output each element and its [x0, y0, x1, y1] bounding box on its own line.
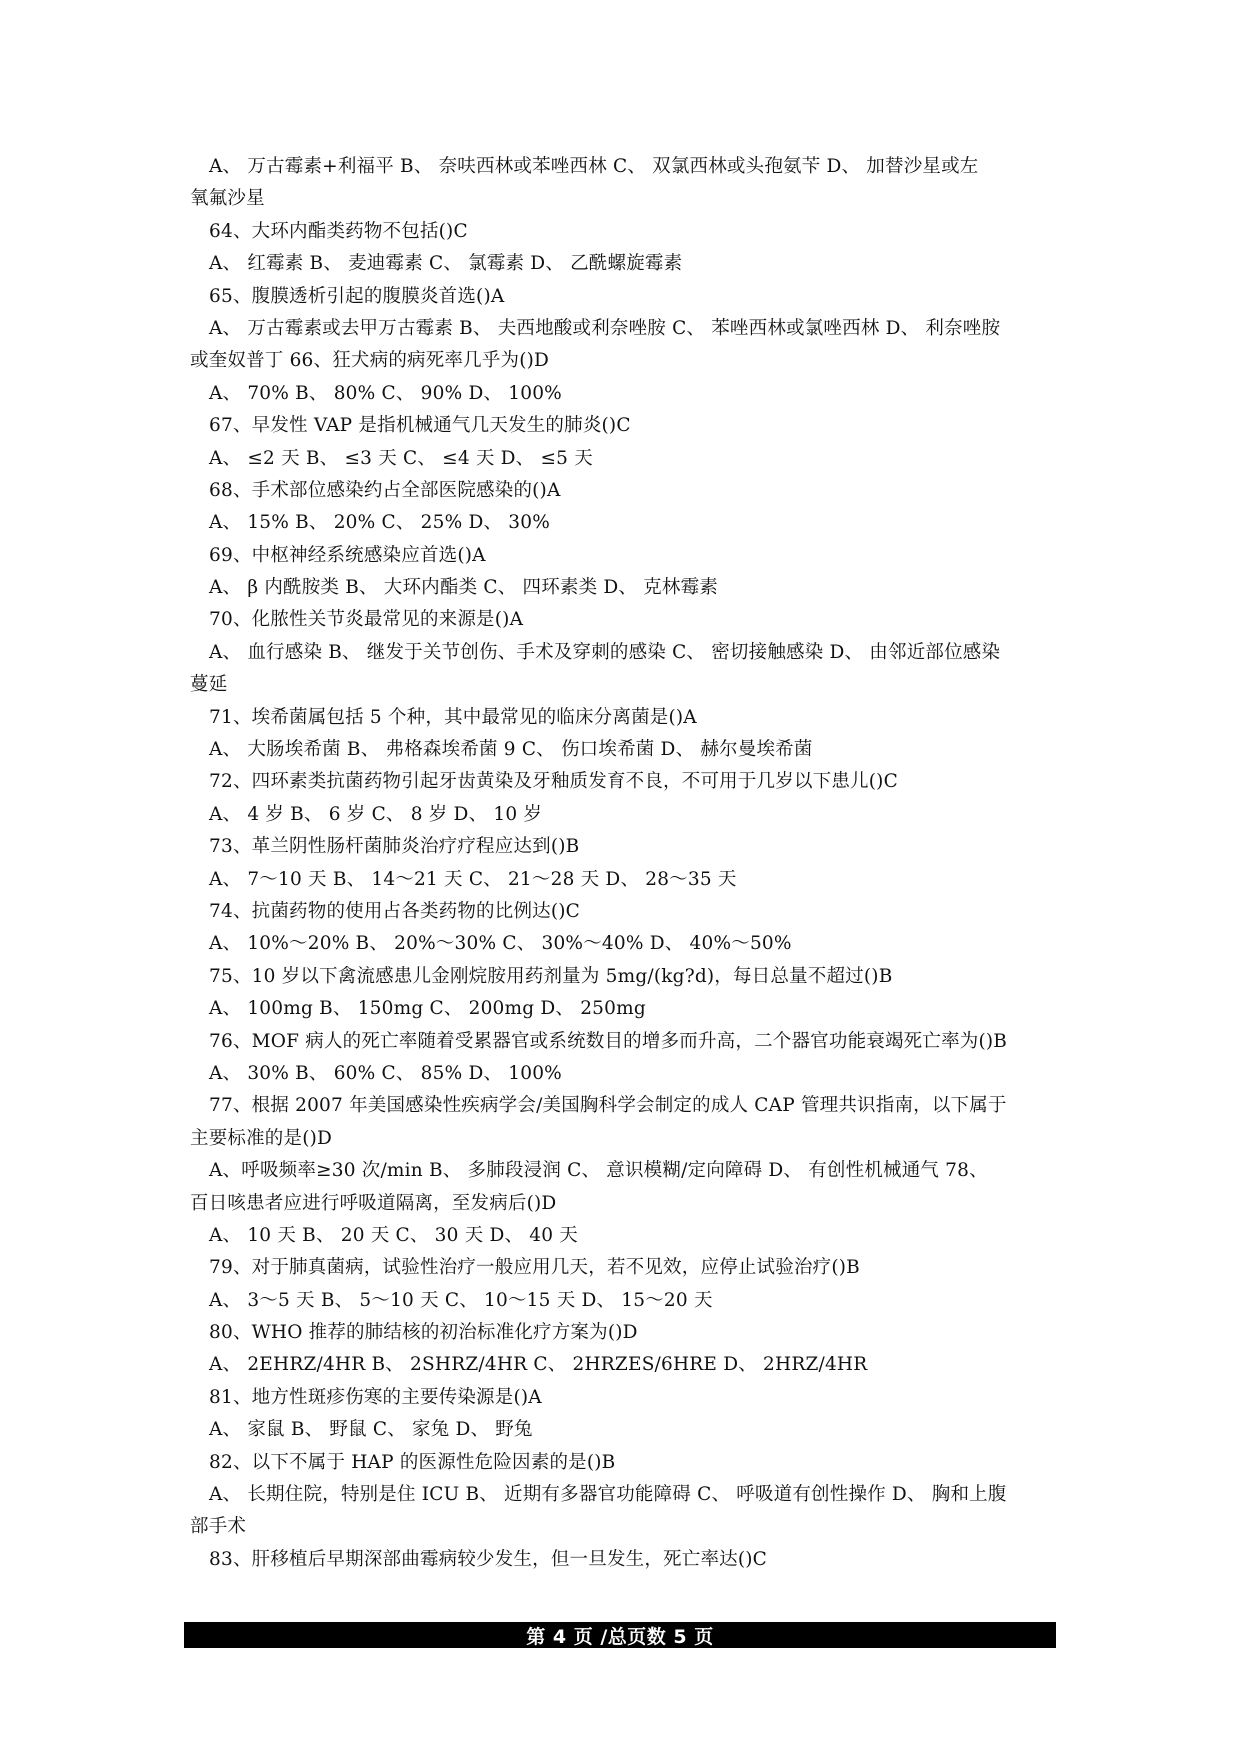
text-line: 百日咳患者应进行呼吸道隔离，至发病后()D	[190, 1192, 557, 1214]
text-line: 65、腹膜透析引起的腹膜炎首选()A	[209, 285, 505, 307]
text-line: 70、化脓性关节炎最常见的来源是()A	[209, 609, 524, 631]
text-line: A、 70% B、 80% C、 90% D、 100%	[209, 382, 562, 404]
text-line: A、 ≤2 天 B、 ≤3 天 C、 ≤4 天 D、 ≤5 天	[209, 447, 593, 469]
text-line: A、 大肠埃希菌 B、 弗格森埃希菌 9 C、 伤口埃希菌 D、 赫尔曼埃希菌	[209, 739, 813, 761]
text-line: 主要标准的是()D	[190, 1127, 333, 1149]
page-footer-bar	[184, 1622, 1056, 1648]
text-line: 83、肝移植后早期深部曲霉病较少发生，但一旦发生，死亡率达()C	[209, 1548, 768, 1570]
text-line: 部手术	[190, 1516, 247, 1538]
text-line: A、 10%～20% B、 20%～30% C、 30%～40% D、 40%～50%	[209, 933, 792, 955]
text-line: 74、抗菌药物的使用占各类药物的比例达()C	[209, 900, 581, 922]
text-line: 77、根据 2007 年美国感染性疾病学会/美国胸科学会制定的成人 CAP 管理共识指南，以下属于	[209, 1095, 1007, 1117]
text-line: 81、地方性斑疹伤寒的主要传染源是()A	[209, 1386, 542, 1408]
text-line: A、 万古霉素+利福平 B、 奈呋西林或苯唑西林 C、 双氯西林或头孢氨苄 D、 加替沙星或左	[209, 156, 979, 177]
text-line: 或奎奴普丁 66、狂犬病的病死率几乎为()D	[190, 350, 550, 372]
text-line: A、 7～10 天 B、 14～21 天 C、 21～28 天 D、 28～35 天	[209, 868, 737, 890]
page-number-label: 第 4 页 /总页数 5 页	[526, 1625, 714, 1648]
text-line: 79、对于肺真菌病，试验性治疗一般应用几天，若不见效，应停止试验治疗()B	[209, 1257, 860, 1279]
text-line: A、 100mg B、 150mg C、 200mg D、 250mg	[209, 998, 646, 1020]
text-line: 69、中枢神经系统感染应首选()A	[209, 544, 486, 566]
text-line: A、呼吸频率≥30 次/min B、 多肺段浸润 C、 意识模糊/定向障碍 D、 有创性机械通气 78、	[209, 1160, 988, 1182]
text-line: A、 15% B、 20% C、 25% D、 30%	[209, 512, 550, 534]
document-body	[190, 151, 1070, 1576]
text-line: A、 4 岁 B、 6 岁 C、 8 岁 D、 10 岁	[209, 803, 543, 825]
text-line: 75、10 岁以下禽流感患儿金刚烷胺用药剂量为 5mg/(kg?d)，每日总量不超过()B	[209, 965, 893, 987]
text-line: A、 长期住院，特别是住 ICU B、 近期有多器官功能障碍 C、 呼吸道有创性操作 D、 胸和上腹	[209, 1484, 1007, 1506]
text-line: 73、革兰阴性肠杆菌肺炎治疗疗程应达到()B	[209, 836, 580, 858]
text-line: 68、手术部位感染约占全部医院感染的()A	[209, 479, 561, 501]
text-line: A、 2EHRZ/4HR B、 2SHRZ/4HR C、 2HRZES/6HRE D、 2HRZ/4HR	[209, 1354, 868, 1376]
text-line: 72、四环素类抗菌药物引起牙齿黄染及牙釉质发育不良，不可用于几岁以下患儿()C	[209, 771, 898, 793]
text-line: 82、以下不属于 HAP 的医源性危险因素的是()B	[209, 1451, 616, 1473]
text-line: 蔓延	[190, 674, 228, 696]
text-line: A、 10 天 B、 20 天 C、 30 天 D、 40 天	[209, 1224, 578, 1246]
text-line: A、 万古霉素或去甲万古霉素 B、 夫西地酸或利奈唑胺 C、 苯唑西林或氯唑西林 D、 利奈唑胺	[209, 317, 1001, 339]
text-line: A、 血行感染 B、 继发于关节创伤、手术及穿刺的感染 C、 密切接触感染 D、 由邻近部位感染	[209, 641, 1001, 663]
text-line: A、 β 内酰胺类 B、 大环内酯类 C、 四环素类 D、 克林霉素	[209, 577, 718, 599]
text-line: A、 3～5 天 B、 5～10 天 C、 10～15 天 D、 15～20 天	[209, 1289, 713, 1311]
text-line: 氧氟沙星	[190, 188, 265, 210]
text-line: A、 家鼠 B、 野鼠 C、 家兔 D、 野兔	[209, 1419, 533, 1441]
text-line: 64、大环内酯类药物不包括()C	[209, 220, 468, 242]
text-line: A、 30% B、 60% C、 85% D、 100%	[209, 1062, 562, 1084]
text-line: A、 红霉素 B、 麦迪霉素 C、 氯霉素 D、 乙酰螺旋霉素	[209, 253, 683, 275]
text-line: 76、MOF 病人的死亡率随着受累器官或系统数目的增多而升高，二个器官功能衰竭死亡率为()B	[209, 1030, 1008, 1052]
text-line: 80、WHO 推荐的肺结核的初治标准化疗方案为()D	[209, 1322, 638, 1344]
text-line: 71、埃希菌属包括 5 个种，其中最常见的临床分离菌是()A	[209, 706, 697, 728]
text-line: 67、早发性 VAP 是指机械通气几天发生的肺炎()C	[209, 415, 631, 437]
